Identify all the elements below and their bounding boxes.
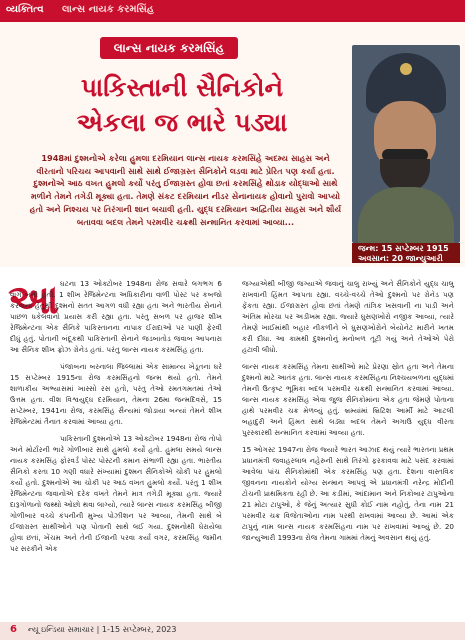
badge-shape	[400, 63, 412, 75]
paragraph: ઘટના 13 ઓક્ટોબર 1948ના રોજ સવારે લગભગ 6 વાગે બની હતી. 1 શીખ રેજિમેન્ટના અધિકારીના વાળી પોસ્ટ પર કબજો કરવાના હેતુથી દુશ્મનો સતત આગળ વધી રહ્યા હતા અને ભારતીય સેનાને પાછળ ધકેલવાનો પ્રયાસ કરી રહ્યા હતા. પરંતુ સબળ પર હાજર શીખ રેજિમેન્ટના એક સૈનિકે પાકિસ્તાનના નાપાક ઈરાદાઓ પર પાણી ફેરવી દીધું હતું. પોતાની બંદૂકથી પાકિસ્તાની સેનાને જડબાતોડ જવાબ આપનારા આ સૈનિક શીખ ફ્રોઝ ગ્રેનેડ હતાં. પરંતુ લાન્સ નાયક કરમસિંહ હતા.	[10, 279, 222, 354]
drop-cap: આ	[8, 277, 59, 323]
birth-caption: જન્મ: 15 સપ્ટેમ્બર 1915	[358, 244, 449, 253]
portrait-photo	[352, 45, 460, 243]
page-number: 6	[10, 624, 17, 635]
intro-paragraph: 1948માં દુશ્મનોએ કરેલા હુમલા દરમિયાન લાન્સ નાયક કરમસિંહે અદમ્ય સાહસ અને વીરતાનો પરિચય આપવાની સાથે સાથે ઈજાગ્રસ્ત સૈનિકોને લડવા માટે પ્રેરિત પણ કર્યા હતા. દુશ્મનોએ આઠ વખત હુમલો કર્યો પરંતુ ઈજાગ્રસ્ત હોવા છતાં કરમસિંહે થોડાક યોદ્ધાઓ સાથે મળીને તેમને તગેડી મૂક્યા હતા. તેમણે સંકટ દરમિયાન નીડર સેનાનાયક હોવાનો પુરાવો આપ્યો હતો અને નિશ્ચય પર તિરંગાની શાન બચાવી હતી. યુદ્ધ દરમિયાન અદ્વિતીય સાહસ અને શૌર્ય બતાવવા બદલ તેમને પરમવીર ચક્રથી સન્માનિત કરવામાં આવ્યા...	[29, 153, 342, 227]
section-tag: વ્યક્તિત્વ	[6, 4, 44, 15]
paragraph: લાન્સ નાયક કરમસિંહ તેમના સાથીઓ માટે પ્રેરણા સ્રોત હતા અને તેમના દુશ્મનો માટે આતંક હતા. લાન્સ નાયક કરમસિંહના નિશ્ચયબળના યુદ્ધમાં તેમની ઉત્કૃષ્ટ ભૂમિકા બદલ પરમવીર ચક્રથી સન્માનિત કરવામાં આવ્યા. લાન્સ નાયક કરમસિંહ એવા જુજ સૈનિકોમાંના એક હતા જેમણે પોતાના હાથે પરમવીર ચક્ર મેળવ્યું હતું. બ્રમ્યાંમાં બ્રિટિશ આર્મી માટે આટલી બહાદુરી અને હિંમત સાથે લડ્યા બદલ તેમને અગાઉ યુદ્ધ વીરતા પુરસ્કારથી સન્માનિત કરવામાં આવ્યા હતા.	[242, 362, 454, 437]
subtitle-pill	[100, 37, 238, 59]
magazine-name: ન્યૂ ઇન્ડિયા સમાચાર | 1-15 સપ્ટેમ્બર, 2023	[28, 625, 177, 634]
headline-line-1: પાકિસ્તાની સૈનિકોને	[80, 73, 284, 102]
subtitle-text: લાન્સ નાયક કરમસિંહ	[113, 41, 225, 55]
paragraph: પાકિસ્તાની દુશ્મનોએ 13 ઓક્ટોબર 1948ના રોજ તોપો અને મોર્ટારની ભારે ગોળીબાર સાથે હુમલો કર્યો હતો. હુમલા સમયે લાન્સ નાયક કરમસિંહ ફોરવર્ડ પોસ્ટ પોસ્ટની કમાન સંભાળી રહ્યા હતા. ભારતીય સૈનિકો કરતા 10 ગણી વધારે સંખ્યામાં દુશ્મન સૈનિકોએ ચોકી પર હુમલો કર્યો હતો. દુશ્મનોએ આ ચોકી પર આઠ વખત હુમલો કર્યો. પરંતુ 1 શીખ રેજિમેન્ટના જવાનોએ દરેક વખતે તેમને માત્ર તગેડી મૂક્યા હતા. જ્યારે દારૂગોળાનો જથ્થો ઓછો થવા લાગ્યો, ત્યારે લાન્સ નાયક કરમસિંહ બીજી ગોળીબાર વચ્ચે કંપનીની મુખ્ય પોઝીશન પર આવ્યા, તેમની સાથે બે ઈજાગ્રસ્ત સાથીઓને પણ પોતાની સાથે લઈ ગયા. દુશ્મનોથી ઘેરાયેલા હોવા છતાં, ખેંચમ અને તેની ઈજાની પરવા કર્યા વગર, કરમસિંહ જમીન પર સરકીને એક	[10, 434, 222, 553]
header-bar	[0, 0, 465, 22]
footer	[0, 622, 465, 640]
portrait-caption	[352, 243, 460, 263]
paragraph: પંજાબના બરનાલા જિલ્લામાં એક સામાન્ય ખેડૂતના ઘરે 15 સપ્ટેમ્બર 1915ના રોજ કરમસિંહનો જન્મ થયો હતો. તેમને શાળાકીય અભ્યાસમાં ખાસ્સો રસ હતો, પરંતુ તેઓ રમતગમતમાં તેઓ ઉત્તમ હતા. વીશ વિશ્વયુદ્ધ દરમિયાન, તેમના 26મા જન્મદિવસે, 15 સપ્ટેમ્બર, 1941ના રોજ, કરમસિંહ સૈન્યમાં જોડાયા બન્યાં તેમને શીખ રેજિમેન્ટમાં તૈનાત કરવામાં આવ્યા હતા.	[10, 362, 222, 426]
headline-line-2: એકલા જ ભારે પડ્યા	[76, 108, 288, 137]
column-2	[242, 278, 454, 549]
column-1	[10, 278, 222, 560]
paragraph: 15 ઓગસ્ટ 1947ના રોજ જ્યારે ભારત આઝાદ થયું ત્યારે ભારતના પ્રથમ પ્રધાનમંત્રી જવાહરલાલ નહેરુની સાથે તિરંગો ફરકાવવા માટે પસંદ કરવામાં આવેલા પાંચ સૈનિકોમાંથી એક કરમસિંહ પણ હતા. દેશના વાસ્તવિક જીવનના નાયકોને યોગ્ય સન્માન આપવું એ પ્રધાનમંત્રી નરેન્દ્ર મોદીની ટોચની પ્રાથમિકતા રહી છે. આ કડીમાં, આંદામાન અને નિકોબાર ટાપુઓના 21 મોટા ટાપુઓ, કે જેનું અત્યાર સુધી કોઈ નામ નહોતું, તેના નામ 21 પરમવીર ચક્ર વિજેતાઓના નામ પરથી રાખવામાં આવ્યા છે. આમાં એક ટાપુનું નામ લાન્સ નાયક કરમસિંહના નામ પર રાખવામાં આવ્યું છે. 20 જાન્યુઆરી 1993ના રોજ તેમના ગામમાં તેમનું અવસાન થયું હતું.	[242, 445, 454, 542]
header-title: લાન્સ નાયક કરમસિંહ	[62, 4, 154, 15]
death-caption: અવસાન: 20 જાન્યુઆરી	[358, 254, 443, 263]
uniform-shape	[358, 187, 454, 243]
headline	[22, 70, 342, 140]
paragraph: જગ્યાએથી બીજી જગ્યાએ જવાનું ચાલુ રાખ્યું અને સૈનિકોને યુદ્ધ ચાલુ રાખવાની હિંમત આપતા રહ્યા. વચ્ચે-વચ્ચે તેઓ દુશ્મનો પર ગ્રેનેડ પણ ફેંકતા રહ્યા. ઈજાગ્રસ્ત હોવા છતાં તેમણે તાંત્રિક ખસવાની ના પાડી અને અંતિમ મોરચા પર અડીખમ રહ્યા. જ્યારે ઘુસણખોરો નજીક આવ્યા, ત્યારે તેમણે ખાઈમાંથી બહાર નીકળીને બે ઘુસણખોરોને બેયોનેટ મારીને ખતમ કરી દીધા. આ કામથી દુશ્મનોનું મનોબળ તૂટી ગયું અને તેઓએ પેરો હટાવી લીધો.	[242, 279, 454, 354]
